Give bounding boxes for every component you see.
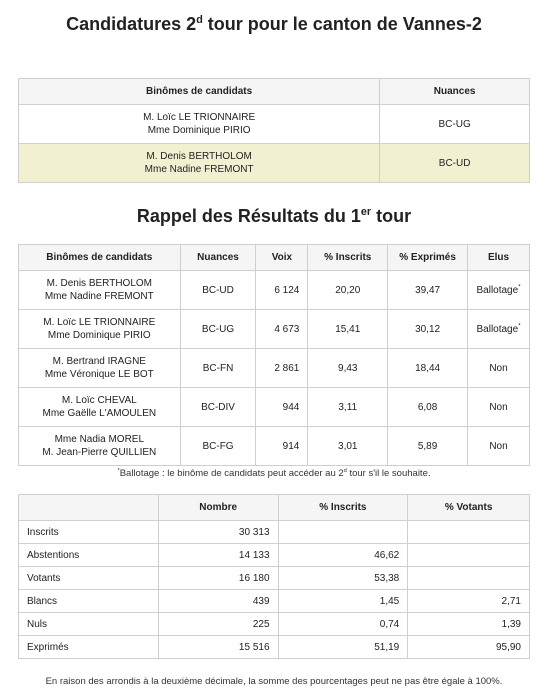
nombre-cell: 439 bbox=[158, 590, 278, 613]
ballotage-note bbox=[0, 468, 548, 479]
table-row-highlighted bbox=[19, 144, 530, 183]
header-blank bbox=[19, 495, 159, 521]
candidate-line-2: Mme Gaëlle L'AMOULEN bbox=[42, 408, 157, 419]
header-nuances: Nuances bbox=[180, 245, 256, 271]
header-pct-inscrits: % Inscrits bbox=[278, 495, 408, 521]
nuance-cell: BC-UD bbox=[380, 144, 530, 183]
pct-inscrits-cell: 0,74 bbox=[278, 613, 408, 636]
second-round-table bbox=[18, 78, 530, 183]
table-row bbox=[19, 590, 530, 613]
pct-inscrits-cell: 46,62 bbox=[278, 544, 408, 567]
title-superscript: d bbox=[196, 14, 203, 26]
elus-cell bbox=[468, 427, 530, 466]
section-title-superscript: er bbox=[360, 206, 372, 218]
note-star: * bbox=[117, 467, 120, 474]
nombre-cell: 16 180 bbox=[158, 567, 278, 590]
pct-inscrits-cell: 9,43 bbox=[308, 349, 388, 388]
elus-star: * bbox=[518, 323, 521, 330]
candidate-line-2: Mme Nadine FREMONT bbox=[44, 291, 154, 302]
pct-votants-cell bbox=[408, 544, 530, 567]
table-row bbox=[19, 544, 530, 567]
pct-inscrits-cell: 1,45 bbox=[278, 590, 408, 613]
pct-votants-cell bbox=[408, 521, 530, 544]
candidate-line-1: M. Loïc LE TRIONNAIRE bbox=[143, 112, 256, 123]
pct-inscrits-cell: 3,11 bbox=[308, 388, 388, 427]
table-row bbox=[19, 521, 530, 544]
pct-votants-cell: 95,90 bbox=[408, 636, 530, 659]
candidates-cell bbox=[19, 310, 181, 349]
candidates-cell bbox=[19, 349, 181, 388]
table-header-row bbox=[19, 79, 530, 105]
nombre-cell: 15 516 bbox=[158, 636, 278, 659]
candidate-line-2: Mme Nadine FREMONT bbox=[144, 164, 254, 175]
note-superscript: d bbox=[343, 467, 347, 474]
table-header-row bbox=[19, 495, 530, 521]
elus-cell bbox=[468, 271, 530, 310]
candidates-cell bbox=[19, 388, 181, 427]
elus-cell bbox=[468, 388, 530, 427]
section-title-text-rest: tour bbox=[371, 206, 412, 226]
pct-inscrits-cell: 51,19 bbox=[278, 636, 408, 659]
title-text: Candidatures 2 bbox=[66, 14, 197, 34]
elus-text: Ballotage bbox=[476, 284, 519, 296]
table-row bbox=[19, 427, 530, 466]
candidate-line-1: M. Denis BERTHOLOM bbox=[146, 151, 252, 162]
pct-exprimes-cell: 5,89 bbox=[388, 427, 468, 466]
candidate-line-2: Mme Dominique PIRIO bbox=[47, 330, 151, 341]
title-text-rest: tour pour le canton de Vannes-2 bbox=[202, 14, 482, 34]
table-row bbox=[19, 613, 530, 636]
pct-votants-cell: 1,39 bbox=[408, 613, 530, 636]
voix-cell: 2 861 bbox=[256, 349, 308, 388]
elus-text: Non bbox=[489, 401, 508, 413]
row-label: Exprimés bbox=[19, 636, 159, 659]
table-row bbox=[19, 388, 530, 427]
voix-cell: 914 bbox=[256, 427, 308, 466]
pct-inscrits-cell: 15,41 bbox=[308, 310, 388, 349]
pct-exprimes-cell: 18,44 bbox=[388, 349, 468, 388]
voix-cell: 4 673 bbox=[256, 310, 308, 349]
pct-inscrits-cell: 3,01 bbox=[308, 427, 388, 466]
row-label: Abstentions bbox=[19, 544, 159, 567]
row-label: Blancs bbox=[19, 590, 159, 613]
elus-cell bbox=[468, 349, 530, 388]
participation-table bbox=[18, 494, 530, 659]
nombre-cell: 14 133 bbox=[158, 544, 278, 567]
nuance-cell: BC-FN bbox=[180, 349, 256, 388]
pct-exprimes-cell: 30,12 bbox=[388, 310, 468, 349]
elus-text: Ballotage bbox=[476, 323, 519, 335]
header-nombre: Nombre bbox=[158, 495, 278, 521]
rounding-note: En raison des arrondis à la deuxième décimale, la somme des pourcentages peut ne pas être égale à 100%. bbox=[45, 676, 503, 687]
table-row bbox=[19, 310, 530, 349]
candidate-line-1: Mme Nadia MOREL bbox=[54, 434, 145, 445]
candidate-line-2: Mme Véronique LE BOT bbox=[44, 369, 154, 380]
elus-star: * bbox=[518, 284, 521, 291]
page-title bbox=[0, 14, 548, 35]
note-text-rest: tour s'il le souhaite. bbox=[346, 468, 431, 479]
elus-text: Non bbox=[489, 440, 508, 452]
nombre-cell: 30 313 bbox=[158, 521, 278, 544]
pct-inscrits-cell bbox=[278, 521, 408, 544]
header-elus: Elus bbox=[468, 245, 530, 271]
header-binomes: Binômes de candidats bbox=[19, 245, 181, 271]
table-row bbox=[19, 567, 530, 590]
elus-cell bbox=[468, 310, 530, 349]
candidate-line-2: Mme Dominique PIRIO bbox=[147, 125, 251, 136]
row-label: Nuls bbox=[19, 613, 159, 636]
row-label: Inscrits bbox=[19, 521, 159, 544]
table-row bbox=[19, 105, 530, 144]
header-pct-inscrits: % Inscrits bbox=[308, 245, 388, 271]
pct-inscrits-cell: 20,20 bbox=[308, 271, 388, 310]
voix-cell: 6 124 bbox=[256, 271, 308, 310]
candidate-line-1: M. Loïc LE TRIONNAIRE bbox=[43, 317, 156, 328]
pct-votants-cell: 2,71 bbox=[408, 590, 530, 613]
nombre-cell: 225 bbox=[158, 613, 278, 636]
nuance-cell: BC-UD bbox=[180, 271, 256, 310]
note-text: Ballotage : le binôme de candidats peut accéder au 2 bbox=[119, 468, 344, 479]
header-nuances: Nuances bbox=[380, 79, 530, 105]
first-round-table bbox=[18, 244, 530, 466]
candidates-cell bbox=[19, 144, 380, 183]
nuance-cell: BC-FG bbox=[180, 427, 256, 466]
header-pct-exprimes: % Exprimés bbox=[388, 245, 468, 271]
header-binomes: Binômes de candidats bbox=[19, 79, 380, 105]
candidates-cell bbox=[19, 105, 380, 144]
nuance-cell: BC-UG bbox=[380, 105, 530, 144]
pct-inscrits-cell: 53,38 bbox=[278, 567, 408, 590]
candidate-line-1: M. Bertrand IRAGNE bbox=[52, 356, 146, 367]
header-pct-votants: % Votants bbox=[408, 495, 530, 521]
nuance-cell: BC-DIV bbox=[180, 388, 256, 427]
pct-exprimes-cell: 6,08 bbox=[388, 388, 468, 427]
candidate-line-1: M. Denis BERTHOLOM bbox=[46, 278, 152, 289]
row-label: Votants bbox=[19, 567, 159, 590]
voix-cell: 944 bbox=[256, 388, 308, 427]
candidates-cell bbox=[19, 271, 181, 310]
section-title bbox=[0, 206, 548, 227]
pct-votants-cell bbox=[408, 567, 530, 590]
nuance-cell: BC-UG bbox=[180, 310, 256, 349]
candidate-line-1: M. Loïc CHEVAL bbox=[61, 395, 137, 406]
table-header-row bbox=[19, 245, 530, 271]
section-title-text: Rappel des Résultats du 1 bbox=[136, 206, 361, 226]
candidate-line-2: M. Jean-Pierre QUILLIEN bbox=[42, 447, 157, 458]
elus-text: Non bbox=[489, 362, 508, 374]
candidates-cell bbox=[19, 427, 181, 466]
table-row bbox=[19, 271, 530, 310]
table-row bbox=[19, 349, 530, 388]
pct-exprimes-cell: 39,47 bbox=[388, 271, 468, 310]
table-row bbox=[19, 636, 530, 659]
header-voix: Voix bbox=[256, 245, 308, 271]
